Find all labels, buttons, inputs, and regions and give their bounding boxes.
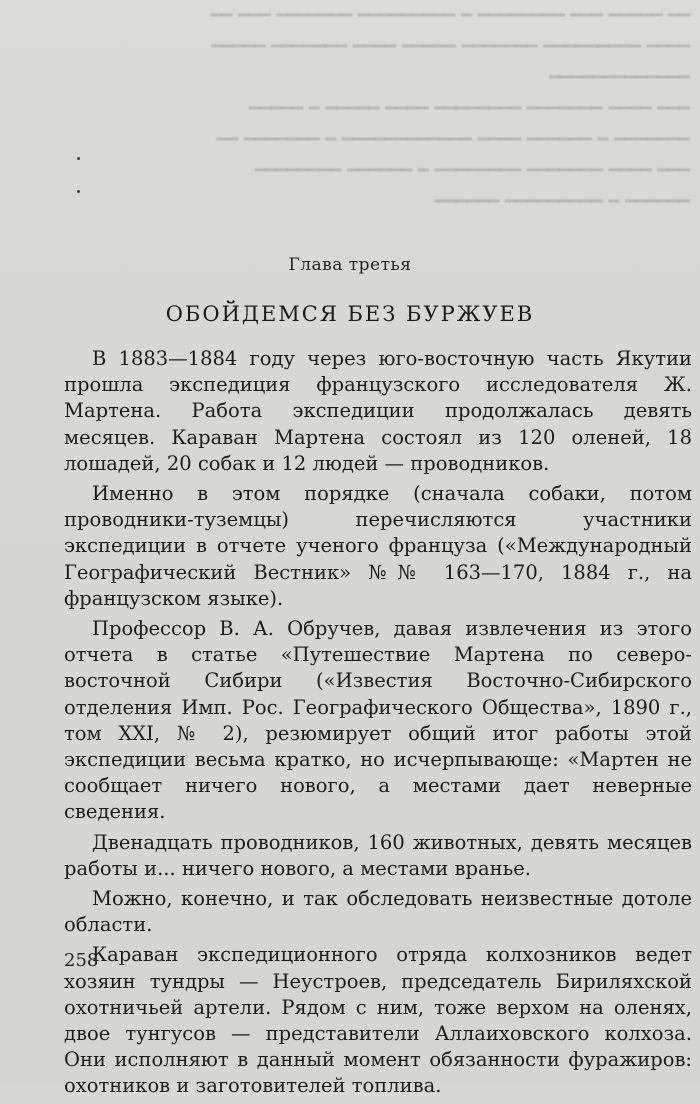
paragraph: Двенадцать проводников, 160 животных, девять месяцев работы и... ничего нового, а местами вранье.: [64, 830, 692, 880]
show-through-text: ━━ ━━━━━ ━━━ ━━━━━━━━ ━ ━━━━━━━━━ ━━━━━━━ ━━━ ━━ ━━━━ ━━━━━━━━━ ━━━━━━━ ━━━━━ ━━━━ ━━━━━━━ ━━━━━ ━━━━━━━━━━━━━ ━━━ ━━━━ ━━━━━━━ ━━━━━━━━ ━━━━ ━━━━━ ━ ━━━━━ ━━━━━━━ ━ ━━━━━━ ━━━━ ━━━━━━━━━━━━ ━ ━━━━━━━ ━━ ━━━ ━━━━ ━━━━━━━ ━━━━━━━━ ━ ━━━━━━ ━━━━━━━━ ━━━━━━ ━ ━━━━━━━━━ ━━━━━━: [210, 5, 690, 212]
paragraph: В 1883—1884 году через юго-восточную часть Якутии прошла экспедиция французского исследователя Ж. Мартена. Работа экспедиции продолжалась девять месяцев. Караван Мартена состоял из 120 оленей, 18 лошадей, 20 собак и 12 людей — проводников.: [64, 347, 692, 475]
chapter-title: ОБОЙДЕМСЯ БЕЗ БУРЖУЕВ: [165, 302, 535, 326]
paragraph: Профессор В. А. Обручев, давая извлечения из этого отчета в статье «Путешествие Мартена по северо-восточной Сибири («Известия Восточно-Сибирского отделения Имп. Рос. Географического Общества», 1890 г., том XXI, № 2), резюмирует общий итог работы этой экспедиции весьма кратко, но исчерпывающе: «Мартен не сообщает ничего нового, а местами дает неверные сведения.: [64, 617, 692, 824]
paragraph: Можно, конечно, и так обследовать неизвестные дотоле области.: [64, 887, 692, 937]
paragraph: Караван экспедиционного отряда колхозников ведет хозяин тундры — Неустроев, председатель Бириляхской охотничьей артели. Рядом с ним, тоже верхом на оленях, двое тунгусов — представители Аллаиховского колхоза. Они исполняют в данный момент обязанности фуражиров: охотников и заготовителей топлива.: [64, 943, 692, 1098]
speck: [77, 157, 80, 160]
chapter-body: [64, 346, 692, 1104]
speck: [77, 190, 80, 193]
page-number: 258: [64, 950, 99, 971]
paragraph: Именно в этом порядке (сначала собаки, потом проводники-туземцы) перечисляются участники экспедиции в отчете ученого француза («Международный Географический Вестник» №№ 163—170, 1884 г., на французском языке).: [64, 482, 692, 610]
chapter-label: Глава третья: [288, 255, 412, 275]
